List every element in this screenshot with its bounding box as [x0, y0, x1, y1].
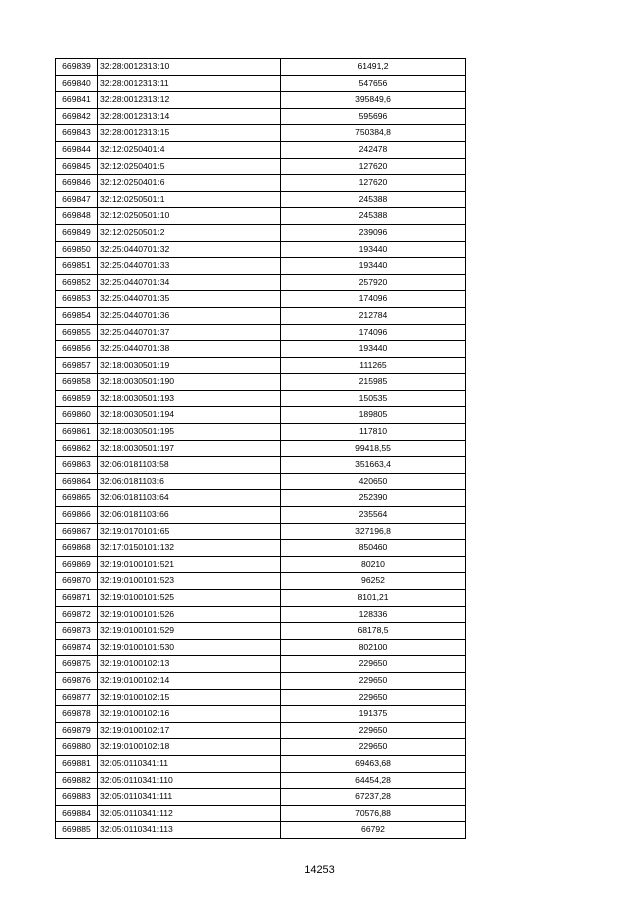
table-row [56, 789, 466, 806]
cadastral-number-cell: 32:19:0100102:17 [98, 722, 281, 739]
row-id-cell: 669855 [56, 324, 98, 341]
cadastral-number-cell: 32:25:0440701:34 [98, 274, 281, 291]
row-id-cell: 669842 [56, 108, 98, 125]
row-id-cell: 669844 [56, 141, 98, 158]
value-cell: 111265 [281, 357, 466, 374]
cadastral-number-cell: 32:18:0030501:19 [98, 357, 281, 374]
cadastral-number-cell: 32:25:0440701:32 [98, 241, 281, 258]
row-id-cell: 669865 [56, 490, 98, 507]
table-row [56, 341, 466, 358]
table-row [56, 556, 466, 573]
table-row [56, 92, 466, 109]
cadastral-number-cell: 32:19:0100101:529 [98, 623, 281, 640]
table-row [56, 258, 466, 275]
table-body [56, 59, 466, 839]
cadastral-number-cell: 32:25:0440701:36 [98, 307, 281, 324]
row-id-cell: 669870 [56, 573, 98, 590]
value-cell: 127620 [281, 175, 466, 192]
cadastral-number-cell: 32:18:0030501:197 [98, 440, 281, 457]
row-id-cell: 669841 [56, 92, 98, 109]
cadastral-number-cell: 32:19:0100102:16 [98, 706, 281, 723]
row-id-cell: 669864 [56, 473, 98, 490]
cadastral-number-cell: 32:28:0012313:10 [98, 59, 281, 76]
row-id-cell: 669872 [56, 606, 98, 623]
row-id-cell: 669875 [56, 656, 98, 673]
value-cell: 239096 [281, 224, 466, 241]
table-row [56, 706, 466, 723]
table-row [56, 158, 466, 175]
table-row [56, 175, 466, 192]
cadastral-number-cell: 32:19:0100102:15 [98, 689, 281, 706]
table-row [56, 656, 466, 673]
table-row [56, 191, 466, 208]
value-cell: 257920 [281, 274, 466, 291]
table-row [56, 457, 466, 474]
table-row [56, 390, 466, 407]
table-row [56, 755, 466, 772]
row-id-cell: 669861 [56, 424, 98, 441]
value-cell: 351663,4 [281, 457, 466, 474]
table-row [56, 507, 466, 524]
row-id-cell: 669867 [56, 523, 98, 540]
table-row [56, 722, 466, 739]
table-row [56, 772, 466, 789]
cadastral-number-cell: 32:28:0012313:15 [98, 125, 281, 142]
table-row [56, 407, 466, 424]
cadastral-number-cell: 32:19:0100101:526 [98, 606, 281, 623]
table-row [56, 689, 466, 706]
cadastral-number-cell: 32:19:0100101:530 [98, 639, 281, 656]
table-row [56, 440, 466, 457]
value-cell: 117810 [281, 424, 466, 441]
cadastral-number-cell: 32:19:0100102:18 [98, 739, 281, 756]
cadastral-number-cell: 32:05:0110341:11 [98, 755, 281, 772]
value-cell: 150535 [281, 390, 466, 407]
row-id-cell: 669860 [56, 407, 98, 424]
row-id-cell: 669850 [56, 241, 98, 258]
value-cell: 420650 [281, 473, 466, 490]
cadastral-number-cell: 32:25:0440701:35 [98, 291, 281, 308]
cadastral-number-cell: 32:19:0100101:525 [98, 590, 281, 607]
cadastral-number-cell: 32:06:0181103:66 [98, 507, 281, 524]
cadastral-number-cell: 32:06:0181103:64 [98, 490, 281, 507]
value-cell: 80210 [281, 556, 466, 573]
cadastral-number-cell: 32:25:0440701:33 [98, 258, 281, 275]
row-id-cell: 669885 [56, 822, 98, 839]
row-id-cell: 669840 [56, 75, 98, 92]
value-cell: 193440 [281, 241, 466, 258]
row-id-cell: 669847 [56, 191, 98, 208]
table-row [56, 75, 466, 92]
value-cell: 802100 [281, 639, 466, 656]
table-row [56, 374, 466, 391]
table-row [56, 125, 466, 142]
value-cell: 96252 [281, 573, 466, 590]
value-cell: 212784 [281, 307, 466, 324]
row-id-cell: 669846 [56, 175, 98, 192]
value-cell: 229650 [281, 656, 466, 673]
cadastral-number-cell: 32:18:0030501:195 [98, 424, 281, 441]
cadastral-number-cell: 32:19:0100101:521 [98, 556, 281, 573]
value-cell: 245388 [281, 191, 466, 208]
row-id-cell: 669856 [56, 341, 98, 358]
row-id-cell: 669883 [56, 789, 98, 806]
row-id-cell: 669880 [56, 739, 98, 756]
row-id-cell: 669871 [56, 590, 98, 607]
cadastral-number-cell: 32:19:0100102:14 [98, 672, 281, 689]
table-row [56, 606, 466, 623]
value-cell: 70576,88 [281, 805, 466, 822]
row-id-cell: 669881 [56, 755, 98, 772]
table-row [56, 540, 466, 557]
table-row [56, 490, 466, 507]
cadastral-number-cell: 32:19:0170101:65 [98, 523, 281, 540]
value-cell: 8101,21 [281, 590, 466, 607]
row-id-cell: 669878 [56, 706, 98, 723]
value-cell: 174096 [281, 324, 466, 341]
value-cell: 229650 [281, 689, 466, 706]
row-id-cell: 669843 [56, 125, 98, 142]
row-id-cell: 669869 [56, 556, 98, 573]
value-cell: 174096 [281, 291, 466, 308]
cadastral-number-cell: 32:25:0440701:37 [98, 324, 281, 341]
row-id-cell: 669868 [56, 540, 98, 557]
table-row [56, 324, 466, 341]
value-cell: 252390 [281, 490, 466, 507]
value-cell: 547656 [281, 75, 466, 92]
row-id-cell: 669882 [56, 772, 98, 789]
row-id-cell: 669859 [56, 390, 98, 407]
cadastral-value-table [55, 58, 466, 839]
cadastral-number-cell: 32:06:0181103:58 [98, 457, 281, 474]
value-cell: 67237,28 [281, 789, 466, 806]
table-row [56, 672, 466, 689]
row-id-cell: 669877 [56, 689, 98, 706]
value-cell: 66792 [281, 822, 466, 839]
table-row [56, 523, 466, 540]
cadastral-number-cell: 32:28:0012313:12 [98, 92, 281, 109]
cadastral-number-cell: 32:19:0100102:13 [98, 656, 281, 673]
table-row [56, 291, 466, 308]
value-cell: 191375 [281, 706, 466, 723]
table-row [56, 739, 466, 756]
value-cell: 69463,68 [281, 755, 466, 772]
cadastral-number-cell: 32:12:0250501:1 [98, 191, 281, 208]
row-id-cell: 669874 [56, 639, 98, 656]
cadastral-number-cell: 32:06:0181103:6 [98, 473, 281, 490]
row-id-cell: 669857 [56, 357, 98, 374]
row-id-cell: 669848 [56, 208, 98, 225]
table-row [56, 274, 466, 291]
cadastral-number-cell: 32:12:0250501:2 [98, 224, 281, 241]
table-row [56, 208, 466, 225]
cadastral-number-cell: 32:17:0150101:132 [98, 540, 281, 557]
value-cell: 595696 [281, 108, 466, 125]
cadastral-number-cell: 32:05:0110341:111 [98, 789, 281, 806]
table-row [56, 805, 466, 822]
cadastral-number-cell: 32:19:0100101:523 [98, 573, 281, 590]
cadastral-number-cell: 32:18:0030501:193 [98, 390, 281, 407]
value-cell: 64454,28 [281, 772, 466, 789]
table-row [56, 108, 466, 125]
cadastral-number-cell: 32:25:0440701:38 [98, 341, 281, 358]
table-row [56, 473, 466, 490]
row-id-cell: 669862 [56, 440, 98, 457]
cadastral-number-cell: 32:12:0250501:10 [98, 208, 281, 225]
value-cell: 61491,2 [281, 59, 466, 76]
value-cell: 229650 [281, 739, 466, 756]
cadastral-number-cell: 32:12:0250401:4 [98, 141, 281, 158]
cadastral-number-cell: 32:28:0012313:14 [98, 108, 281, 125]
value-cell: 68178,5 [281, 623, 466, 640]
cadastral-number-cell: 32:05:0110341:110 [98, 772, 281, 789]
cadastral-number-cell: 32:18:0030501:194 [98, 407, 281, 424]
table-row [56, 623, 466, 640]
row-id-cell: 669853 [56, 291, 98, 308]
value-cell: 215985 [281, 374, 466, 391]
cadastral-number-cell: 32:28:0012313:11 [98, 75, 281, 92]
row-id-cell: 669851 [56, 258, 98, 275]
value-cell: 850460 [281, 540, 466, 557]
row-id-cell: 669858 [56, 374, 98, 391]
row-id-cell: 669866 [56, 507, 98, 524]
value-cell: 229650 [281, 672, 466, 689]
table-row [56, 357, 466, 374]
value-cell: 193440 [281, 258, 466, 275]
value-cell: 327196,8 [281, 523, 466, 540]
value-cell: 245388 [281, 208, 466, 225]
value-cell: 235564 [281, 507, 466, 524]
row-id-cell: 669873 [56, 623, 98, 640]
table-row [56, 241, 466, 258]
value-cell: 189805 [281, 407, 466, 424]
table-row [56, 307, 466, 324]
cadastral-number-cell: 32:05:0110341:112 [98, 805, 281, 822]
table-row [56, 573, 466, 590]
page-number: 14253 [304, 864, 335, 876]
row-id-cell: 669849 [56, 224, 98, 241]
cadastral-number-cell: 32:12:0250401:6 [98, 175, 281, 192]
table-row [56, 224, 466, 241]
table-row [56, 590, 466, 607]
value-cell: 395849,6 [281, 92, 466, 109]
row-id-cell: 669854 [56, 307, 98, 324]
value-cell: 99418,55 [281, 440, 466, 457]
table-row [56, 639, 466, 656]
table-row [56, 141, 466, 158]
cadastral-number-cell: 32:05:0110341:113 [98, 822, 281, 839]
table-row [56, 424, 466, 441]
value-cell: 128336 [281, 606, 466, 623]
row-id-cell: 669863 [56, 457, 98, 474]
row-id-cell: 669852 [56, 274, 98, 291]
value-cell: 229650 [281, 722, 466, 739]
value-cell: 750384,8 [281, 125, 466, 142]
value-cell: 193440 [281, 341, 466, 358]
cadastral-number-cell: 32:12:0250401:5 [98, 158, 281, 175]
value-cell: 127620 [281, 158, 466, 175]
table-row [56, 822, 466, 839]
table-row [56, 59, 466, 76]
row-id-cell: 669876 [56, 672, 98, 689]
row-id-cell: 669845 [56, 158, 98, 175]
cadastral-number-cell: 32:18:0030501:190 [98, 374, 281, 391]
row-id-cell: 669884 [56, 805, 98, 822]
row-id-cell: 669839 [56, 59, 98, 76]
value-cell: 242478 [281, 141, 466, 158]
row-id-cell: 669879 [56, 722, 98, 739]
